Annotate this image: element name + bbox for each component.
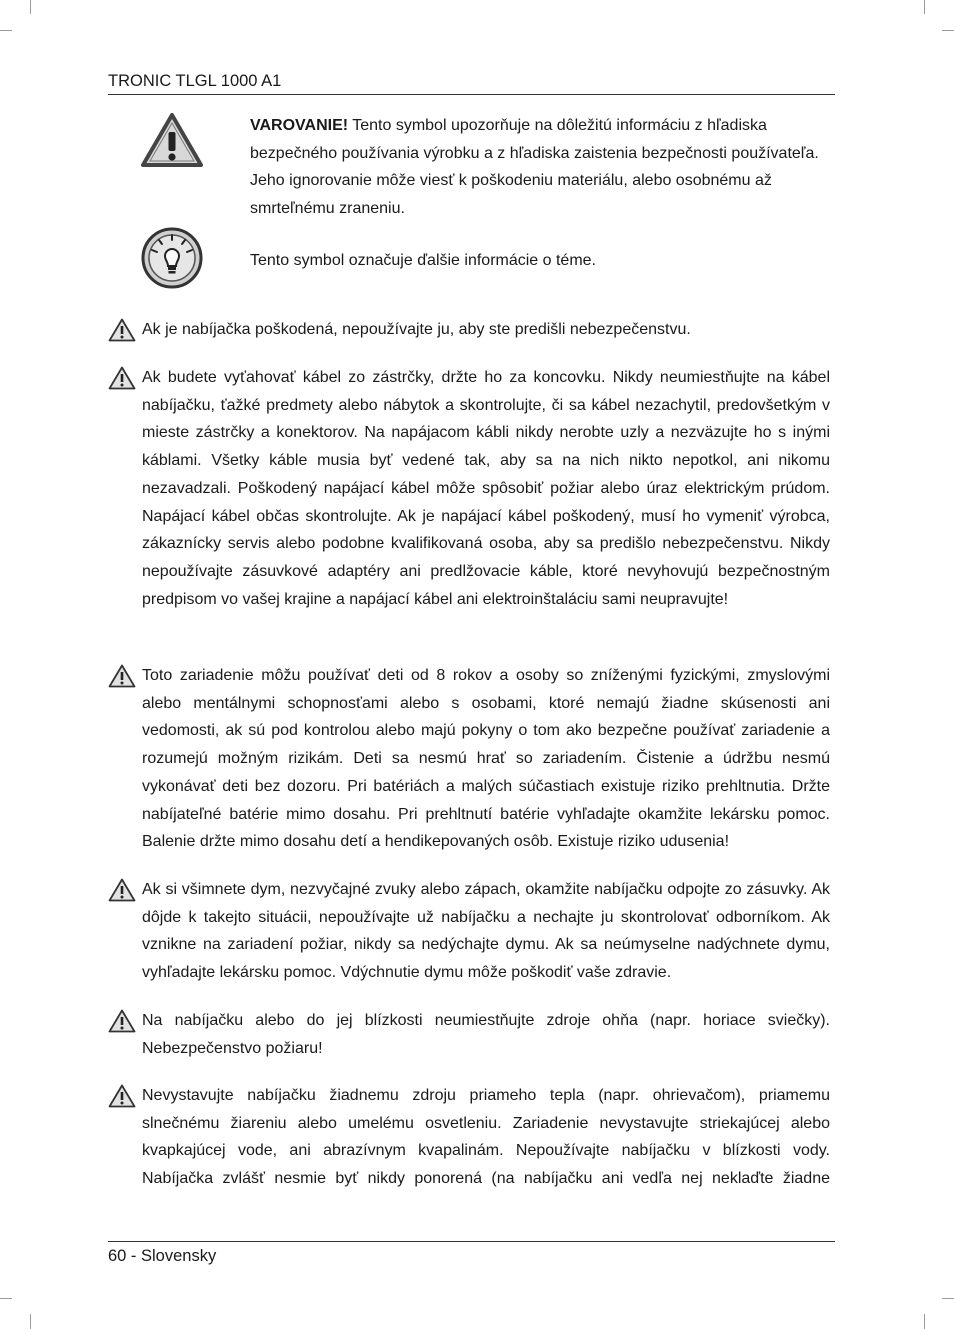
info-description: Tento symbol označuje ďalšie informácie o téme. (250, 252, 596, 269)
safety-item (108, 316, 830, 344)
warning-description: Tento symbol upozorňuje na dôležitú informáciu z hľadiska bezpečného používania výrobku a z hľadiska zaistenia bezpečnosti používateľa. Jeho ignorovanie môže viesť k poškodeniu materiálu, alebo osobnému až smrteľnému zraneniu. (250, 117, 819, 217)
safety-item-text: Na nabíjačku alebo do jej blízkosti neumiestňujte zdroje ohňa (napr. horiace sviečky). Nebezpečenstvo požiaru! (142, 1012, 830, 1057)
warning-triangle-icon (108, 366, 136, 390)
symbol-warning-text (250, 112, 850, 222)
warning-label: VAROVANIE! (250, 117, 349, 134)
safety-item (108, 1082, 830, 1194)
page-header (108, 70, 835, 95)
page-footer (108, 1241, 835, 1266)
symbol-info-text (250, 247, 850, 275)
warning-triangle-icon (108, 318, 136, 342)
crop-mark (0, 30, 12, 31)
page-number: 60 - Slovensky (108, 1247, 217, 1265)
safety-item (108, 876, 830, 987)
safety-item (108, 662, 830, 856)
safety-item (108, 364, 830, 613)
safety-item-text: Ak je nabíjačka poškodená, nepoužívajte ju, aby ste predišli nebezpečenstvu. (142, 321, 691, 338)
warning-triangle-icon (108, 878, 136, 902)
crop-mark (30, 1314, 31, 1329)
warning-triangle-icon (108, 1009, 136, 1033)
warning-triangle-icon (140, 112, 204, 168)
warning-triangle-icon (108, 1084, 136, 1108)
header-title: TRONIC TLGL 1000 A1 (108, 72, 282, 90)
crop-mark (0, 1298, 12, 1299)
crop-mark (924, 0, 925, 14)
safety-item-text: Ak si všimnete dym, nezvyčajné zvuky alebo zápach, okamžite nabíjačku odpojte zo zásuvky. Ak dôjde k takejto situácii, nepoužívajte už nabíjačku a nechajte ju skontrolovať odborníkom. Ak vznikne na zariadení požiar, nikdy sa nedýchajte dymu. Ak sa neúmyselne nadýchnete dymu, vyhľadajte lekársku pomoc. Vdýchnutie dymu môže poškodiť vaše zdravie. (142, 881, 830, 982)
lightbulb-icon (140, 226, 204, 290)
crop-mark (924, 1314, 925, 1329)
safety-item-text: Toto zariadenie môžu používať deti od 8 rokov a osoby so zníženými fyzickými, zmyslovými alebo mentálnymi schopnosťami alebo s osobami, ktoré nemajú žiadne skúsenosti ani vedomosti, ak sú pod kontrolou alebo majú pokyny o tom ako bezpečne používať zariadenie a rozumejú možným rizikám. Deti sa nesmú hrať so zariadením. Čistenie a údržbu nesmú vykonávať deti bez dozoru. Pri batériách a malých súčastiach existuje riziko prehltnutia. Držte nabíjateľné batérie mimo dosahu. Pri prehltnutí batérie vyhľadajte okamžite lekársku pomoc. Balenie držte mimo dosahu detí a hendikepovaných osôb. Existuje riziko udusenia! (142, 667, 830, 851)
safety-item-text: Nevystavujte nabíjačku žiadnemu zdroju priameho tepla (napr. ohrievačom), priamemu slnečnému žiareniu alebo umelému osvetleniu. Zariadenie nevystavujte striekajúcej alebo kvapkajúcej vode, ani abrazívnym kvapalinám. Nepoužívajte nabíjačku v blízkosti vody. Nabíjačka zvlášť nesmie byť nikdy ponorená (na nabíjačku ani vedľa nej neklaďte žiadne (142, 1087, 830, 1188)
crop-mark (942, 30, 954, 31)
crop-mark (30, 0, 31, 14)
safety-item-text: Ak budete vyťahovať kábel zo zástrčky, držte ho za koncovku. Nikdy neumiestňujte na kábel nabíjačku, ťažké predmety alebo nábytok a skontrolujte, či sa kábel nezachytil, predovšetkým v mieste zástrčky a konektorov. Na napájacom kábli nikdy nerobte uzly a nezväzujte ho s inými káblami. Všetky káble musia byť vedené tak, aby sa na nich nikto nepotkol, ani nikomu nezavadzali. Poškodený napájací kábel môže spôsobiť požiar alebo úraz elektrickým prúdom. Napájací kábel občas skontrolujte. Ak je napájací kábel poškodený, musí ho vymeniť výrobca, zákaznícky servis alebo podobne kvalifikovaná osoba, aby sa predišlo nebezpečenstvu. Nikdy nepoužívajte zásuvkové adaptéry ani predlžovacie káble, ktoré nevyhovujú bezpečnostným predpisom vo vašej krajine a napájací kábel ani elektroinštaláciu sami neupravujte! (142, 369, 830, 608)
crop-mark (942, 1298, 954, 1299)
safety-item (108, 1007, 830, 1062)
warning-triangle-icon (108, 664, 136, 688)
